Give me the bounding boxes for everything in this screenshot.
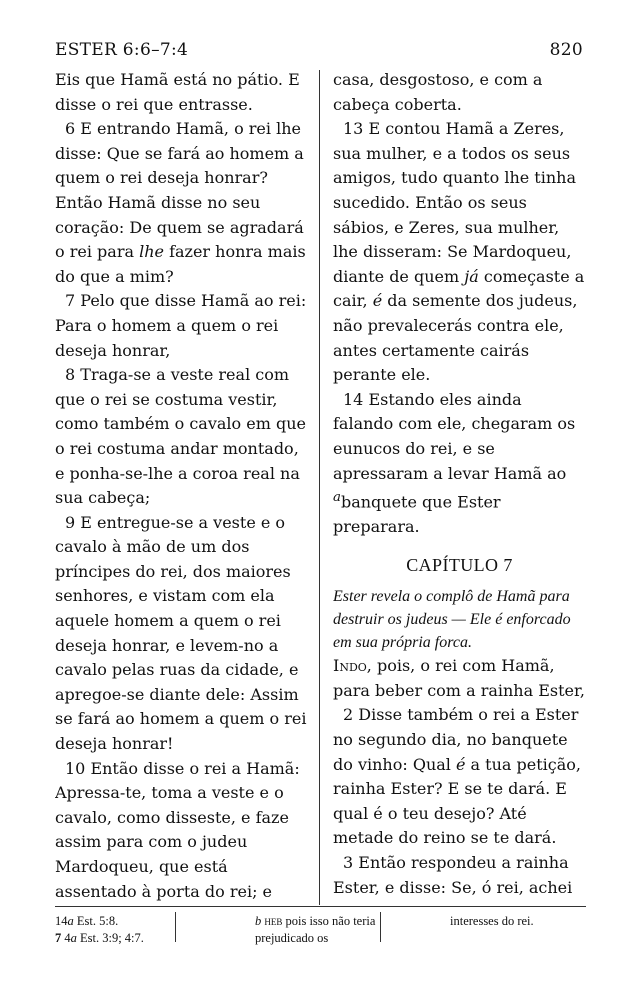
verse-v7: 7 Pelo que disse Hamã ao rei: Para o homem a quem o rei deseja honrar, [55, 291, 307, 360]
right-column [333, 68, 586, 902]
verse-c7v2: 2 Disse também o rei a Ester no segundo dia, no banquete do vinho: Qual é a tua petição, rainha Ester? E se te dará. E qual é o teu desejo? Até metade do reino se te dará. [333, 705, 582, 848]
right-column-verses [333, 68, 586, 540]
footnote-crossrefs [55, 913, 235, 947]
footnote-line: 7 4a Est. 3:9; 4:7. [55, 931, 144, 945]
verse-v8: 8 Traga-se a veste real com que o rei se costuma vestir, como também o cavalo em que o rei costuma andar montado, e ponha-se-lhe a coroa real na sua cabeça; [55, 365, 306, 508]
footnote-hebrew: b heb pois isso não teria prejudicado os [255, 914, 376, 945]
verse-v13: 13 E contou Hamã a Zeres, sua mulher, e a todos os seus amigos, tudo quanto lhe tinha sucedido. Então os seus sábios, e Zeres, sua mulher, lhe disseram: Se Mardoqueu, diante de quem já começaste a cair, é da semente dos judeus, não prevalecerás contra ele, antes certamente cairás perante ele. [333, 119, 585, 385]
verse-p0: Eis que Hamã está no pátio. E disse o rei que entrasse. [55, 70, 300, 114]
footnote-rule [55, 906, 586, 907]
verse-c7v3: 3 Então respondeu a rainha Ester, e disse: Se, ó rei, achei [333, 852, 573, 897]
left-column [55, 68, 310, 902]
page-number: 820 [549, 40, 583, 60]
verse-v6: 6 E entrando Hamã, o rei lhe disse: Que se fará ao homem a quem o rei deseja honrar? Então Hamã disse no seu coração: De quem se agradará o rei para lhe fazer honra mais do que a mim? [55, 119, 306, 286]
verse-v10: 10 Então disse o rei a Hamã: Apressa-te, toma a veste e o cavalo, como disseste, e faze assim para com o judeu Mardoqueu, que está assentado à porta do rei; e [55, 758, 300, 901]
chapter-7-verses [333, 654, 586, 902]
verse-v9: 9 E entregue-se a veste e o cavalo à mão de um dos príncipes do rei, dos maiores senhores, e vistam com ela aquele homem a quem o rei deseja honrar, e levem-no a cavalo pelas ruas da cidade, e apregoe-se diante dele: Assim se fará ao homem a quem o rei deseja honrar! [55, 512, 307, 754]
chapter-heading: CAPÍTULO 7 [406, 554, 513, 575]
column-divider [319, 70, 320, 905]
chapter-summary: Ester revela o complô de Hamã para destruir os judeus — Ele é enforcado em sua própria forca. [333, 588, 571, 652]
footnote-line: 14a Est. 5:8. [55, 914, 119, 928]
running-header [55, 40, 583, 62]
verse-p0r: casa, desgostoso, e com a cabeça coberta. [333, 70, 543, 114]
verse-c7v1: Indo, pois, o rei com Hamã, para beber com a rainha Ester, [333, 656, 585, 700]
footnote-continuation: interesses do rei. [450, 914, 534, 928]
footnotes [55, 913, 586, 953]
header-reference: ESTER 6:6–7:4 [55, 40, 189, 60]
verse-v14: 14 Estando eles ainda falando com ele, chegaram os eunucos do rei, e se apressaram a levar Hamã ao $^a$banquete que Ester preparara. [333, 389, 576, 537]
